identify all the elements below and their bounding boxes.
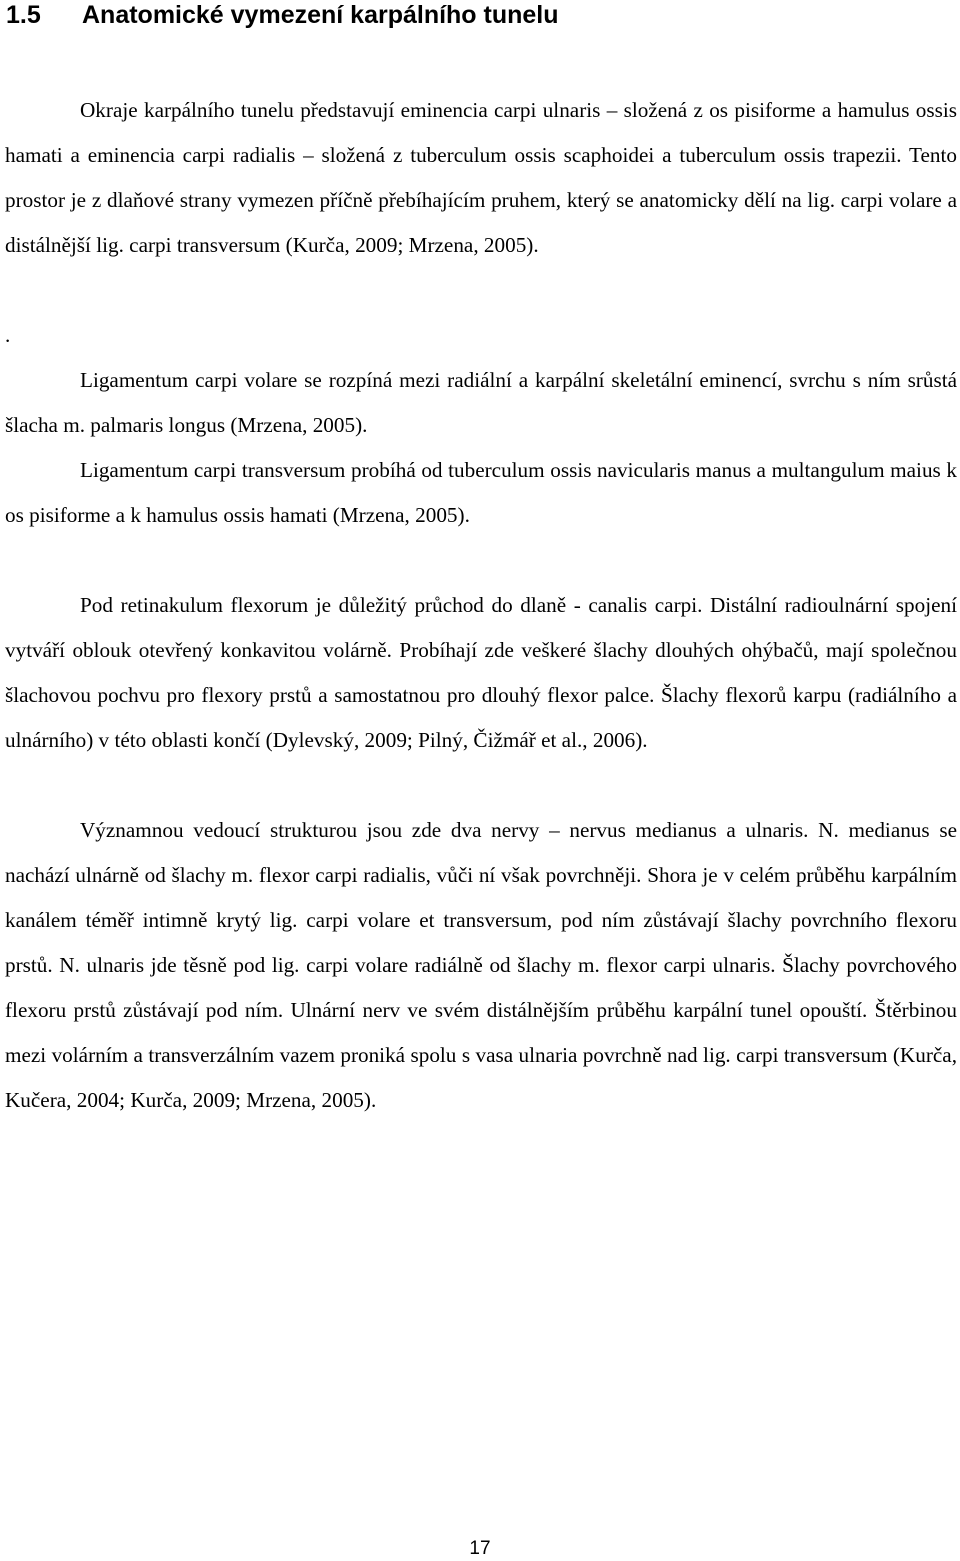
section-title: Anatomické vymezení karpálního tunelu bbox=[82, 1, 559, 29]
paragraph-ligamentum-volare: Ligamentum carpi volare se rozpíná mezi radiální a karpální skeletální eminencí, svrchu s ním srůstá šlacha m. palmaris longus (Mrzena, 2005). bbox=[5, 368, 957, 437]
section-number: 1.5 bbox=[6, 1, 41, 29]
section-heading bbox=[6, 0, 559, 30]
paragraph-stray-dot: . bbox=[5, 323, 11, 347]
paragraph-nerves: Významnou vedoucí strukturou jsou zde dva nervy – nervus medianus a ulnaris. N. medianus se nachází ulnárně od šlachy m. flexor carpi radialis, vůči ní však povrchněji. Shora je v celém průběhu karpálním kanálem téměř intimně krytý lig. carpi volare et transversum, pod ním zůstávají šlachy povrchního flexoru prstů. N. ulnaris jde těsně pod lig. carpi volare radiálně od šlachy m. flexor carpi ulnaris. Šlachy povrchového flexoru prstů zůstávají pod ním. Ulnární nerv ve svém distálnějším průběhu karpální tunel opouští. Štěrbinou mezi volárním a transverzálním vazem proniká spolu s vasa ulnaria povrchně nad lig. carpi transversum (Kurča, Kučera, 2004; Kurča, 2009; Mrzena, 2005). bbox=[5, 818, 957, 1112]
page-number: 17 bbox=[469, 1538, 491, 1559]
paragraph-boundaries: Okraje karpálního tunelu představují eminencia carpi ulnaris – složená z os pisiforme a hamulus ossis hamati a eminencia carpi radialis – složená z tuberculum ossis scaphoidei a tuberculum ossis trapezii. Tento prostor je z dlaňové strany vymezen příčně přebíhajícím pruhem, který se anatomicky dělí na lig. carpi volare a distálnější lig. carpi transversum (Kurča, 2009; Mrzena, 2005). bbox=[5, 98, 957, 257]
paragraph-canalis-carpi: Pod retinakulum flexorum je důležitý průchod do dlaně - canalis carpi. Distální radioulnární spojení vytváří oblouk otevřený konkavitou volárně. Probíhají zde veškeré šlachy dlouhých ohýbačů, mají společnou šlachovou pochvu pro flexory prstů a samostatnou pro dlouhý flexor palce. Šlachy flexorů karpu (radiálního a ulnárního) v této oblasti končí (Dylevský, 2009; Pilný, Čižmář et al., 2006). bbox=[5, 593, 957, 752]
paragraph-ligamentum-transversum: Ligamentum carpi transversum probíhá od tuberculum ossis navicularis manus a multangulum maius k os pisiforme a k hamulus ossis hamati (Mrzena, 2005). bbox=[5, 458, 957, 527]
